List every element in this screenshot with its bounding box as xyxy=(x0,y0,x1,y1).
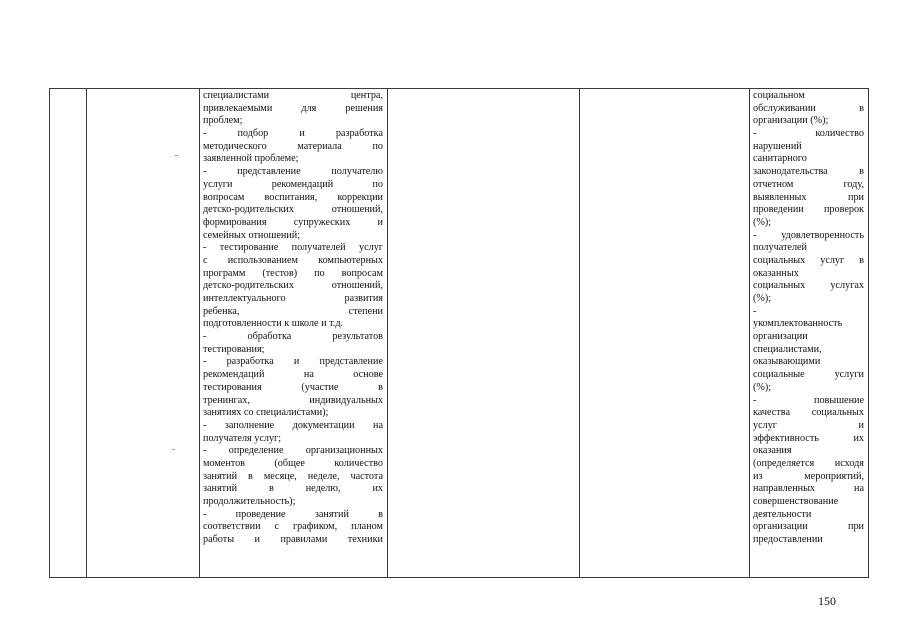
text-line: - проведение занятий в xyxy=(203,508,383,520)
text-line: оказанных xyxy=(753,267,799,279)
text-line: заявленной проблеме; xyxy=(203,153,299,165)
scan-speck xyxy=(172,449,175,450)
table-column-divider xyxy=(749,88,750,577)
text-line: проведении проверок xyxy=(753,204,864,216)
text-line: социальные услуги xyxy=(753,369,864,381)
text-line: с использованием компьютерных xyxy=(203,254,383,266)
text-line: специалистами центра, xyxy=(203,90,383,101)
text-line: выявленных при xyxy=(753,191,864,203)
text-line: тренингах, индивидуальных xyxy=(203,394,383,406)
text-line: социальных услугах xyxy=(753,280,864,292)
text-line: (определяется исходя xyxy=(753,457,864,469)
text-line: интеллектуального развития xyxy=(203,293,383,304)
text-line: занятий в месяце, неделе, частота xyxy=(203,470,383,482)
text-line: - обработка результатов xyxy=(203,331,383,343)
text-line: тестирования (участие в xyxy=(203,381,383,393)
text-line: формирования супружеских и xyxy=(203,216,383,228)
text-line: оказывающими xyxy=(753,356,821,368)
table-cell-quality-indicators xyxy=(753,90,864,547)
text-line: программ (тестов) по вопросам xyxy=(203,267,383,279)
text-line: из мероприятий, xyxy=(753,470,864,482)
text-line: социальном xyxy=(753,90,805,101)
text-line: санитарного xyxy=(753,153,807,165)
text-line: - подбор и разработка xyxy=(203,128,383,140)
text-line: организации при xyxy=(753,521,864,533)
text-line: направленных на xyxy=(753,483,864,495)
text-line: вопросам воспитания, коррекции xyxy=(203,191,383,203)
text-line: - повышение xyxy=(753,394,864,406)
table-column-divider xyxy=(579,88,580,577)
text-line: специалистами, xyxy=(753,343,822,355)
table-top-border xyxy=(49,88,869,89)
text-line: обслуживании в xyxy=(753,102,864,114)
text-line: совершенствование xyxy=(753,496,839,507)
text-line: - разработка и представление xyxy=(203,356,383,368)
table-column-divider xyxy=(387,88,388,577)
text-line: организации (%); xyxy=(753,115,829,127)
text-line: предоставлении xyxy=(753,534,823,546)
text-line: - количество xyxy=(753,128,864,140)
text-line: подготовленности к школе и т.д. xyxy=(203,318,344,330)
text-line: эффективность их xyxy=(753,432,864,444)
text-line: продолжительность); xyxy=(203,496,296,507)
text-line: нарушений xyxy=(753,140,802,152)
table-column-divider xyxy=(86,88,87,577)
table-column-divider xyxy=(49,88,50,577)
text-line: организации xyxy=(753,331,808,343)
text-line: ребенка, степени xyxy=(203,305,383,317)
text-line: - тестирование получателей услуг xyxy=(203,242,383,254)
text-line: социальных услуг в xyxy=(753,254,864,266)
text-line: соответствии с графиком, планом xyxy=(203,521,383,533)
text-line: моментов (общее количество xyxy=(203,457,383,469)
text-line: проблем; xyxy=(203,115,243,127)
text-line: работы и правилами техники xyxy=(203,534,383,546)
text-line: получателя услуг; xyxy=(203,432,282,444)
scan-speck xyxy=(175,155,178,156)
text-line: деятельности xyxy=(753,508,812,520)
text-line: (%); xyxy=(753,216,772,228)
text-line: занятий в неделю, их xyxy=(203,483,383,495)
text-line: - заполнение документации на xyxy=(203,419,383,431)
text-line: тестирования; xyxy=(203,343,265,355)
page-number: 150 xyxy=(818,594,836,608)
table-column-divider xyxy=(199,88,200,577)
text-line: законодательства в xyxy=(753,166,864,178)
text-line: услуг и xyxy=(753,419,864,431)
text-line: получателей xyxy=(753,242,808,254)
text-line: методического материала по xyxy=(203,140,383,152)
text-line: - удовлетворенность xyxy=(753,229,864,241)
text-line: оказания xyxy=(753,445,792,457)
text-line: - xyxy=(753,305,757,317)
text-line: укомплектованность xyxy=(753,318,843,330)
table-bottom-border xyxy=(49,577,869,578)
text-line: - определение организационных xyxy=(203,445,383,457)
text-line: детско-родительских отношений, xyxy=(203,280,383,292)
text-line: (%); xyxy=(753,381,772,393)
text-line: услуги рекомендаций по xyxy=(203,178,383,190)
text-line: отчетном году, xyxy=(753,178,864,190)
text-line: (%); xyxy=(753,293,772,304)
text-line: семейных отношений; xyxy=(203,229,301,241)
text-line: - представление получателю xyxy=(203,166,383,178)
text-line: детско-родительских отношений, xyxy=(203,204,383,216)
text-line: рекомендаций на основе xyxy=(203,369,383,381)
text-line: качества социальных xyxy=(753,407,864,419)
table-cell-service-content xyxy=(203,90,383,547)
text-line: занятиях со специалистами); xyxy=(203,407,329,419)
text-line: привлекаемыми для решения xyxy=(203,102,383,114)
table-column-divider xyxy=(868,88,869,577)
